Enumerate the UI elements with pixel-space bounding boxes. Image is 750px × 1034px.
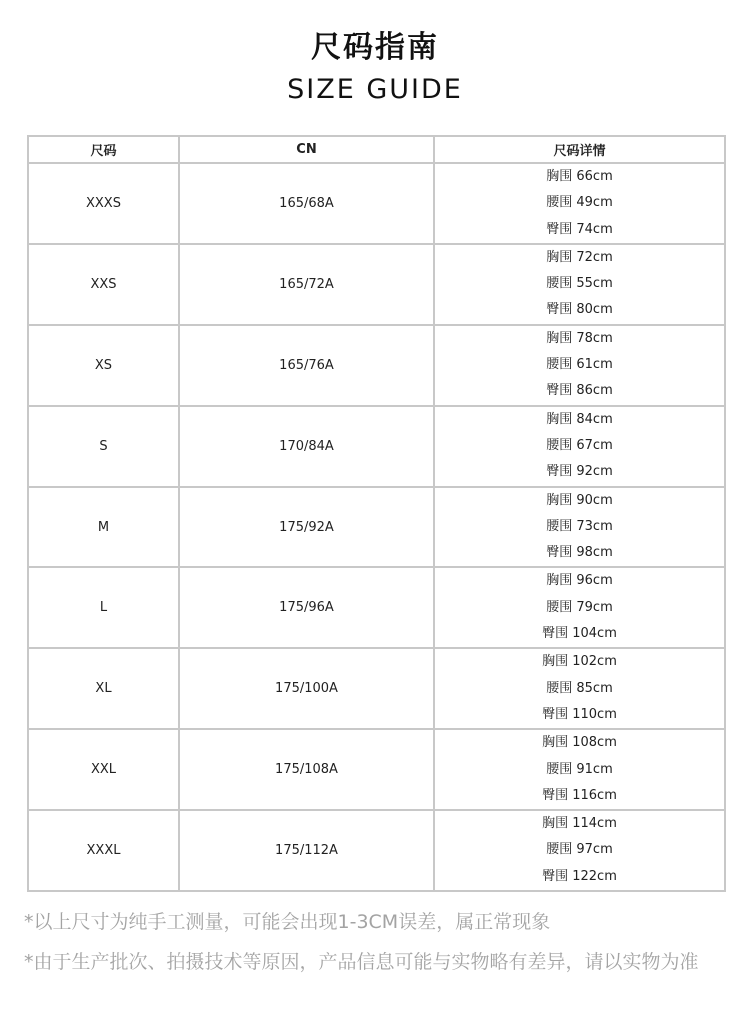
detail-measurement: 腰围 85cm bbox=[546, 680, 613, 696]
table-row bbox=[28, 325, 725, 406]
details-cell bbox=[434, 244, 725, 325]
cn-cell: 175/108A bbox=[179, 729, 434, 810]
note-disclaimer: *由于生产批次、拍摄技术等原因，产品信息可能与实物略有差异，请以实物为准 bbox=[24, 951, 699, 973]
details-cell bbox=[434, 487, 725, 568]
detail-measurement: 腰围 73cm bbox=[546, 518, 613, 534]
column-header-details: 尺码详情 bbox=[434, 136, 725, 163]
details-cell bbox=[434, 163, 725, 244]
details-cell bbox=[434, 810, 725, 891]
table-body bbox=[28, 163, 725, 891]
detail-measurement: 腰围 55cm bbox=[546, 276, 613, 292]
detail-measurement: 腰围 97cm bbox=[546, 842, 613, 858]
detail-measurement: 臀围 92cm bbox=[546, 464, 613, 480]
table-header-row bbox=[28, 136, 725, 163]
page-subtitle: SIZE GUIDE bbox=[287, 74, 463, 105]
table-row bbox=[28, 406, 725, 487]
details-cell bbox=[434, 648, 725, 729]
column-header-cn: CN bbox=[179, 136, 434, 163]
detail-measurement: 臀围 122cm bbox=[542, 868, 617, 884]
cn-cell: 165/72A bbox=[179, 244, 434, 325]
detail-measurement: 胸围 96cm bbox=[546, 573, 613, 589]
note-measurement: *以上尺寸为纯手工测量，可能会出现1-3CM误差，属正常现象 bbox=[24, 911, 551, 933]
size-cell: XXXS bbox=[28, 163, 179, 244]
size-cell: L bbox=[28, 567, 179, 648]
table-row bbox=[28, 810, 725, 891]
detail-measurement: 胸围 84cm bbox=[546, 411, 613, 427]
cn-cell: 175/96A bbox=[179, 567, 434, 648]
size-table bbox=[27, 135, 726, 892]
detail-measurement: 胸围 78cm bbox=[546, 330, 613, 346]
cn-cell: 170/84A bbox=[179, 406, 434, 487]
cn-cell: 165/68A bbox=[179, 163, 434, 244]
details-cell bbox=[434, 406, 725, 487]
table-row bbox=[28, 567, 725, 648]
detail-measurement: 胸围 72cm bbox=[546, 249, 613, 265]
detail-measurement: 腰围 79cm bbox=[546, 599, 613, 615]
size-cell: XXS bbox=[28, 244, 179, 325]
detail-measurement: 臀围 110cm bbox=[542, 706, 617, 722]
size-cell: M bbox=[28, 487, 179, 568]
cn-cell: 175/100A bbox=[179, 648, 434, 729]
details-cell bbox=[434, 567, 725, 648]
table-row bbox=[28, 163, 725, 244]
table-row bbox=[28, 244, 725, 325]
size-cell: XS bbox=[28, 325, 179, 406]
page-title: 尺码指南 bbox=[311, 30, 439, 65]
details-cell bbox=[434, 729, 725, 810]
cn-cell: 165/76A bbox=[179, 325, 434, 406]
detail-measurement: 臀围 80cm bbox=[546, 302, 613, 318]
detail-measurement: 胸围 102cm bbox=[542, 654, 617, 670]
cn-cell: 175/112A bbox=[179, 810, 434, 891]
detail-measurement: 腰围 91cm bbox=[546, 761, 613, 777]
size-cell: XL bbox=[28, 648, 179, 729]
detail-measurement: 臀围 86cm bbox=[546, 383, 613, 399]
size-cell: XXL bbox=[28, 729, 179, 810]
table-row bbox=[28, 729, 725, 810]
size-cell: XXXL bbox=[28, 810, 179, 891]
detail-measurement: 臀围 116cm bbox=[542, 787, 617, 803]
detail-measurement: 胸围 66cm bbox=[546, 169, 613, 184]
notes bbox=[24, 902, 724, 982]
detail-measurement: 胸围 114cm bbox=[542, 816, 617, 832]
detail-measurement: 腰围 49cm bbox=[546, 195, 613, 211]
cn-cell: 175/92A bbox=[179, 487, 434, 568]
detail-measurement: 胸围 108cm bbox=[542, 735, 617, 751]
column-header-size: 尺码 bbox=[28, 136, 179, 163]
detail-measurement: 腰围 67cm bbox=[546, 437, 613, 453]
detail-measurement: 臀围 74cm bbox=[546, 221, 613, 237]
detail-measurement: 腰围 61cm bbox=[546, 357, 613, 373]
table-row bbox=[28, 648, 725, 729]
detail-measurement: 臀围 98cm bbox=[546, 545, 613, 561]
detail-measurement: 臀围 104cm bbox=[542, 626, 617, 642]
details-cell bbox=[434, 325, 725, 406]
table-row bbox=[28, 487, 725, 568]
detail-measurement: 胸围 90cm bbox=[546, 492, 613, 508]
size-cell: S bbox=[28, 406, 179, 487]
